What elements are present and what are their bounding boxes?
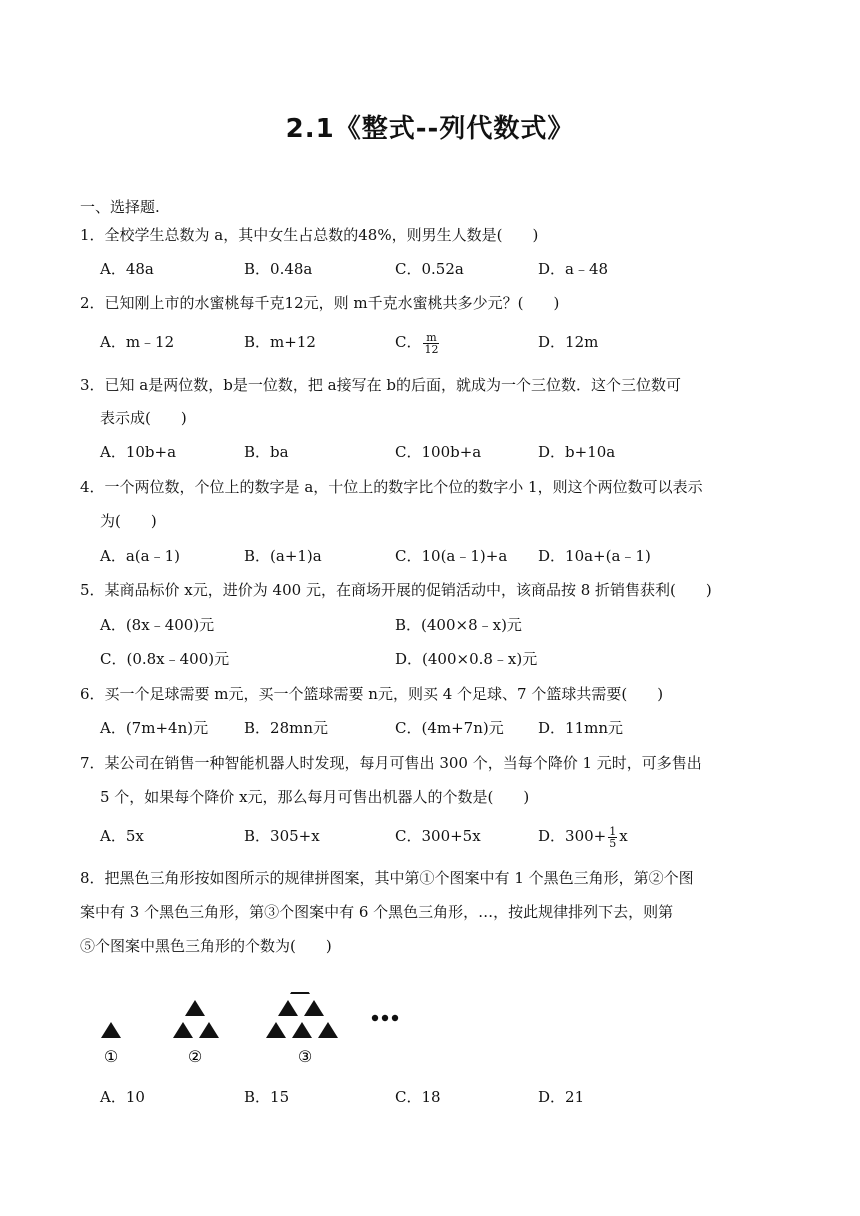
q6-option-b: B．28mn元 — [244, 719, 328, 737]
q8-option-d: D．21 — [538, 1088, 585, 1106]
black-triangle — [290, 992, 310, 994]
q2-option-c-prefix: C． — [395, 333, 422, 351]
q4-option-d: D．10a+(a﹣1) — [538, 547, 651, 565]
q7-option-d-fraction — [608, 826, 617, 849]
q1-option-b: B．0.48a — [244, 260, 313, 278]
q2-option-c-fraction — [423, 332, 439, 355]
question-5-stem: 5．某商品标价 x元，进价为 400 元，在商场开展的促销活动中，该商品按 8 折销售获利( ) — [80, 581, 712, 599]
q3-option-d: D．b+10a — [538, 443, 616, 461]
q5-option-c: C．(0.8x﹣400)元 — [100, 650, 230, 668]
q1-option-d: D．a﹣48 — [538, 260, 609, 278]
black-triangle — [304, 1000, 324, 1016]
triangle-pattern-figure — [95, 992, 415, 1072]
q3-option-c: C．100b+a — [395, 443, 482, 461]
ellipsis-dot — [372, 1015, 378, 1021]
ellipsis-dot — [382, 1015, 388, 1021]
q7-d-numerator: 1 — [609, 824, 617, 838]
black-triangle — [101, 1022, 121, 1038]
q2-option-b: B．m+12 — [244, 333, 316, 351]
q8-option-c: C．18 — [395, 1088, 441, 1106]
q7-option-a: A．5x — [100, 827, 144, 845]
q2-c-numerator: m — [423, 332, 439, 344]
question-3-stem-line2: 表示成( ) — [100, 409, 187, 427]
ellipsis-dot — [392, 1015, 398, 1021]
question-4-stem-line1: 4．一个两位数，个位上的数字是 a，十位上的数字比个位的数字小 1，则这个两位数可以表示 — [80, 478, 703, 496]
q4-option-a: A．a(a﹣1) — [100, 547, 180, 565]
q7-option-d-prefix: D．300+ — [538, 827, 607, 845]
q7-option-d — [538, 825, 628, 849]
question-8-stem-line1: 8．把黑色三角形按如图所示的规律拼图案，其中第①个图案中有 1 个黑色三角形，第②个图 — [80, 869, 694, 887]
q2-option-c — [395, 331, 441, 355]
q1-option-c: C．0.52a — [395, 260, 464, 278]
q8-option-b: B．15 — [244, 1088, 290, 1106]
q6-option-c: C．(4m+7n)元 — [395, 719, 504, 737]
pattern-label-3: ③ — [297, 1047, 313, 1066]
q1-option-a: A．48a — [100, 260, 154, 278]
q7-d-denominator: 5 — [609, 836, 617, 850]
q3-option-a: A．10b+a — [100, 443, 177, 461]
black-triangle — [173, 1022, 193, 1038]
question-7-stem-line1: 7．某公司在销售一种智能机器人时发现，每月可售出 300 个，当每个降价 1 元时，可多售出 — [80, 754, 702, 772]
q7-option-c: C．300+5x — [395, 827, 481, 845]
question-4-stem-line2: 为( ) — [100, 512, 157, 530]
q6-option-a: A．(7m+4n)元 — [100, 719, 209, 737]
q7-option-d-suffix: x — [619, 827, 628, 845]
black-triangle — [292, 1022, 312, 1038]
q7-option-b: B．305+x — [244, 827, 320, 845]
black-triangle — [266, 1022, 286, 1038]
question-8-stem-line2: 案中有 3 个黑色三角形，第③个图案中有 6 个黑色三角形，…，按此规律排列下去，则第 — [80, 903, 674, 921]
page-title: 2.1《整式--列代数式》 — [285, 114, 575, 144]
question-3-stem-line1: 3．已知 a是两位数，b是一位数，把 a接写在 b的后面，就成为一个三位数．这个三位数可 — [80, 376, 681, 394]
question-7-stem-line2: 5 个，如果每个降价 x元，那么每月可售出机器人的个数是( ) — [100, 788, 530, 806]
q5-option-b: B．(400×8﹣x)元 — [395, 616, 522, 634]
q2-option-d: D．12m — [538, 333, 599, 351]
q4-option-b: B．(a+1)a — [244, 547, 322, 565]
black-triangle — [278, 1000, 298, 1016]
q2-c-denominator: 12 — [424, 342, 439, 356]
question-1-stem: 1．全校学生总数为 a，其中女生占总数的48%，则男生人数是( ) — [80, 226, 539, 244]
q5-option-a: A．(8x﹣400)元 — [100, 616, 215, 634]
question-6-stem: 6．买一个足球需要 m元，买一个篮球需要 n元，则买 4 个足球、7 个篮球共需要( ) — [80, 685, 664, 703]
black-triangle — [185, 1000, 205, 1016]
q4-option-c: C．10(a﹣1)+a — [395, 547, 508, 565]
q5-option-d: D．(400×0.8﹣x)元 — [395, 650, 538, 668]
black-triangle — [199, 1022, 219, 1038]
section-heading: 一、选择题. — [80, 198, 160, 216]
question-8-stem-line3: ⑤个图案中黑色三角形的个数为( ) — [80, 937, 332, 955]
pattern-label-1: ① — [103, 1047, 119, 1066]
q2-option-a: A．m﹣12 — [100, 333, 175, 351]
pattern-label-2: ② — [187, 1047, 203, 1066]
question-2-stem: 2．已知刚上市的水蜜桃每千克12元，则 m千克水蜜桃共多少元？( ) — [80, 294, 560, 312]
q8-option-a: A．10 — [100, 1088, 145, 1106]
black-triangle — [318, 1022, 338, 1038]
q3-option-b: B．ba — [244, 443, 289, 461]
q6-option-d: D．11mn元 — [538, 719, 623, 737]
